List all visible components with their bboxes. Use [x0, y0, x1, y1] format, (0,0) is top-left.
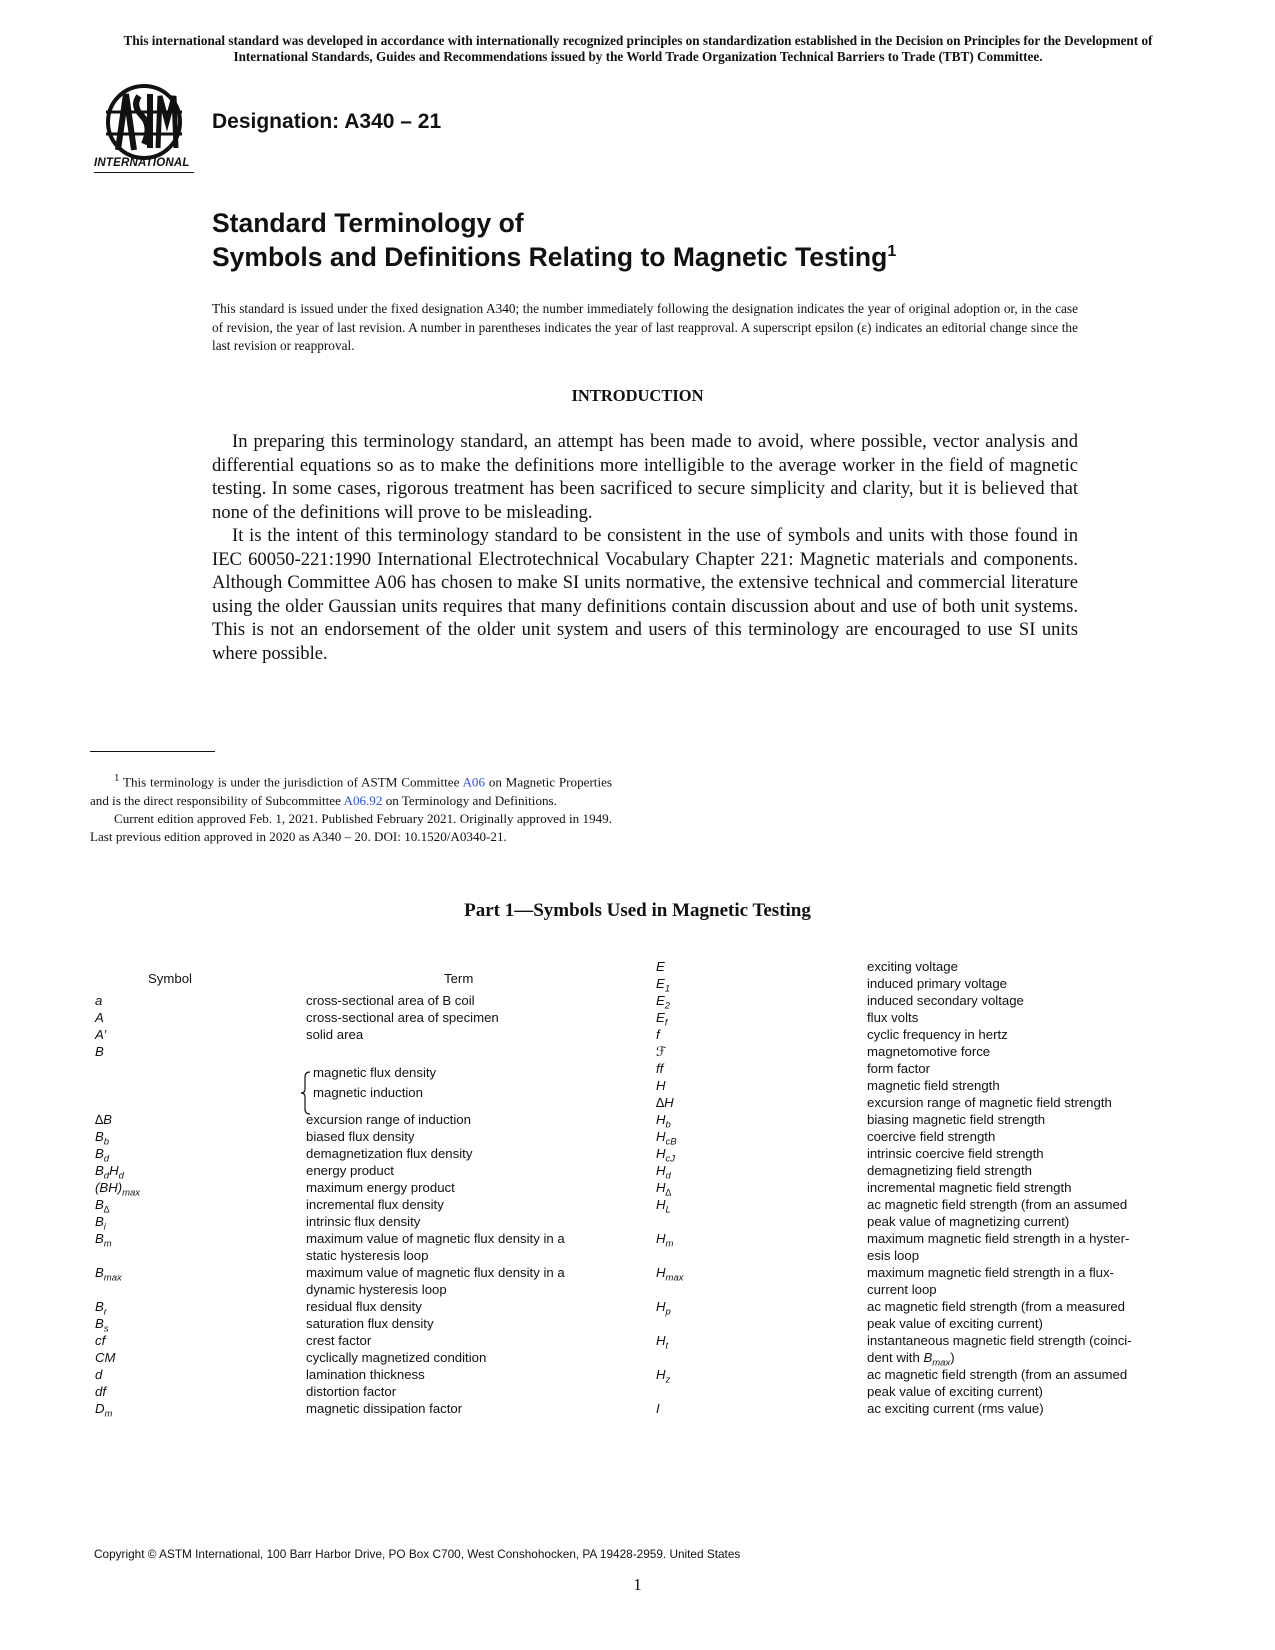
designation: Designation: A340 – 21 [212, 110, 442, 133]
term-cell: demagnetizing field strength [867, 1163, 1032, 1178]
symbol-cell: $H_d$ [656, 1163, 671, 1182]
symbol-cell: $B_m$ [95, 1231, 112, 1250]
term-cell: magnetic dissipation factor [306, 1401, 463, 1416]
subcommittee-link[interactable]: A06.92 [343, 792, 383, 808]
symbol-subscript: d [103, 1170, 110, 1182]
term-cell: intrinsic flux density [306, 1214, 421, 1229]
symbol-cell: $B_\Delta$ [95, 1197, 110, 1216]
symbol-subscript: max [122, 1187, 141, 1199]
symbol-subscript: L [665, 1204, 671, 1216]
symbol-cell: $E_f$ [656, 1010, 668, 1029]
title-line-1: Standard Terminology of [212, 208, 524, 238]
symbol-subscript: z [665, 1374, 671, 1386]
symbol-cell: $H_t$ [656, 1333, 669, 1352]
footnote-paragraph-1: $^1$ This terminology is under the jurisdiction of ASTM Committee A06 on Magnetic Properties and is the direct responsibility of Subcommittee A06.92 on Terminology and Definitions. [90, 772, 612, 808]
symbol-cell: df [95, 1384, 106, 1399]
symbol-cell: CM [95, 1350, 116, 1365]
symbol-cell: $H_L$ [656, 1197, 671, 1216]
symbol-subscript: s [103, 1323, 109, 1335]
term-cell: intrinsic coercive field strength [867, 1146, 1044, 1161]
symbol-cell: ff [656, 1061, 664, 1076]
symbol-subscript: 2 [664, 1000, 671, 1012]
symbol-cell: $B_b$ [95, 1129, 110, 1148]
inline-symbol: $B_{max}$ [923, 1350, 951, 1369]
term-cell: magnetic field strength [867, 1078, 1000, 1093]
term-cell: static hysteresis loop [306, 1248, 429, 1263]
logo-wordmark: INTERNATIONAL [94, 157, 190, 169]
symbol-cell: $B_d$ [95, 1146, 110, 1165]
term-cell: form factor [867, 1061, 931, 1076]
symbol-subscript: d [665, 1170, 671, 1182]
introduction-heading: INTRODUCTION [571, 386, 704, 405]
term-cell: biasing magnetic field strength [867, 1112, 1046, 1127]
term-cell: cyclically magnetized condition [306, 1350, 487, 1365]
term-column-header: Term [444, 971, 474, 986]
intro-paragraph-1: In preparing this terminology standard, an attempt has been made to avoid, where possible, vector analysis and differential equations so as to make the definitions more intelligible to the average worker in the field of magnetic testing. In some cases, rigorous treatment has been sacrificed to secure simplicity and clarity, but it is believed that none of the definitions will prove to be misleading. [212, 431, 1078, 523]
term-cell: dent with $B_{max}$) [867, 1350, 955, 1369]
symbol-cell: $B_dH_d$ [95, 1163, 124, 1182]
footnote-paragraph-2: Current edition approved Feb. 1, 2021. Published February 2021. Originally approved in 1949. Last previous edition approved in 2020 as A340 – 20. DOI: 10.1520/A0340-21. [90, 810, 612, 845]
symbol-subscript: 1 [664, 983, 671, 995]
symbol-cell: $H_m$ [656, 1231, 674, 1250]
symbol-subscript: m [104, 1408, 113, 1420]
term-cell: dynamic hysteresis loop [306, 1282, 447, 1297]
symbol-cell: $E_1$ [656, 976, 671, 995]
symbol-cell: B [95, 1044, 104, 1059]
term-cell: biased flux density [306, 1129, 415, 1144]
symbol-cell: A [95, 1010, 104, 1025]
symbol-cell: $E_2$ [656, 993, 671, 1012]
symbol-cell: ℱ [656, 1044, 667, 1059]
term-cell: induced secondary voltage [867, 993, 1024, 1008]
symbol-cell: A′ [95, 1027, 107, 1042]
term-cell: maximum magnetic field strength in a flux- [867, 1265, 1114, 1280]
term-cell: ac exciting current (rms value) [867, 1401, 1044, 1416]
symbol-cell: $H_{cB}$ [656, 1129, 677, 1148]
term-cell: peak value of magnetizing current) [867, 1214, 1070, 1229]
symbol-cell: H [656, 1078, 666, 1093]
symbols-table-right [656, 0, 1196, 1650]
symbol-subscript: b [665, 1119, 671, 1131]
term-cell: maximum value of magnetic flux density in a [306, 1231, 565, 1246]
symbols-table-left [95, 0, 615, 1650]
term-cell: ac magnetic field strength (from an assumed [867, 1197, 1128, 1212]
term-cell: excursion range of magnetic field strength [867, 1095, 1112, 1110]
symbol-subscript: b [103, 1136, 110, 1148]
intro-paragraph-2: It is the intent of this terminology standard to be consistent in the use of symbols and units with those found in IEC 60050-221:1990 International Electrotechnical Vocabulary Chapter 221: Magnetic materials and components. Although Committee A06 has chosen to make SI units normative, the extensive technical and commercial literature using the older Gaussian units requires that many definitions contain discussion about and use of both unit systems. This is not an endorsement of the older unit system and users of this terminology are encouraged to use SI units where possible. [212, 525, 1078, 664]
copyright: Copyright © ASTM International, 100 Barr Harbor Drive, PO Box C700, West Conshohocken, PA 19428-2959. United States [94, 1547, 741, 1561]
symbol-subscript: max [665, 1272, 684, 1284]
term-cell: demagnetization flux density [306, 1146, 473, 1161]
term-cell: coercive field strength [867, 1129, 996, 1144]
symbol-subscript: ∆ [665, 1187, 672, 1199]
title-line-2: Symbols and Definitions Relating to Magnetic Testing$^1$ [212, 242, 897, 272]
symbol-subscript: d [103, 1153, 110, 1165]
term-cell: magnetic flux density [313, 1065, 437, 1080]
brace-icon [300, 1071, 312, 1115]
symbol-column-header: Symbol [148, 971, 192, 986]
term-cell: incremental flux density [306, 1197, 444, 1212]
issued-note: This standard is issued under the fixed designation A340; the number immediately following the designation indicates the year of original adoption or, in the case of revision, the year of last revision. A number in parentheses indicates the year of last reapproval. A superscript epsilon (ε) indicates an editorial change since the last revision or reapproval. [212, 301, 1078, 353]
term-cell: peak value of exciting current) [867, 1384, 1043, 1399]
symbol-cell: a [95, 993, 103, 1008]
symbol-cell: f [656, 1027, 660, 1042]
term-cell: maximum energy product [306, 1180, 455, 1195]
symbol-cell: ∆H [656, 1095, 674, 1110]
part1-heading: Part 1—Symbols Used in Magnetic Testing [464, 900, 811, 921]
term-cell: exciting voltage [867, 959, 958, 974]
symbol-subscript: max [932, 1357, 951, 1369]
symbol-subscript: t [665, 1340, 669, 1352]
symbol-cell: $H_z$ [656, 1367, 671, 1386]
symbol-subscript: i [103, 1221, 106, 1233]
term-cell: magnetic induction [313, 1085, 423, 1100]
symbol-cell: $B_{max}$ [95, 1265, 122, 1284]
symbol-subscript: max [103, 1272, 122, 1284]
term-cell: flux volts [867, 1010, 919, 1025]
term-cell: current loop [867, 1282, 937, 1297]
term-cell: incremental magnetic field strength [867, 1180, 1072, 1195]
term-cell: saturation flux density [306, 1316, 434, 1331]
term-cell: cyclic frequency in hertz [867, 1027, 1008, 1042]
footnote-marker: 1 [114, 772, 120, 784]
symbol-subscript: r [103, 1306, 107, 1318]
term-cell: lamination thickness [306, 1367, 425, 1382]
term-cell: cross-sectional area of specimen [306, 1010, 499, 1025]
symbol-cell: $B_s$ [95, 1316, 109, 1335]
symbol-cell: $H_{cJ}$ [656, 1146, 676, 1165]
symbol-cell: $B_i$ [95, 1214, 106, 1233]
term-cell: maximum magnetic field strength in a hyster- [867, 1231, 1130, 1246]
symbol-cell: $B_r$ [95, 1299, 107, 1318]
term-cell: cross-sectional area of B coil [306, 993, 475, 1008]
symbol-cell: $D_m$ [95, 1401, 113, 1420]
symbol-subscript: m [103, 1238, 112, 1250]
symbol-subscript: ∆ [103, 1204, 110, 1216]
term-cell: ac magnetic field strength (from an assumed [867, 1367, 1128, 1382]
symbol-cell: $H_\Delta$ [656, 1180, 672, 1199]
symbol-subscript: p [665, 1306, 671, 1318]
term-cell: crest factor [306, 1333, 372, 1348]
international-standard-notice: This international standard was developed in accordance with internationally recognized principles on standardization established in the Decision on Principles for the Development of International Standards, Guides and Recommendations issued by the World Trade Organization Technical Barriers to Trade (TBT) Committee. [123, 33, 1153, 64]
term-cell: distortion factor [306, 1384, 397, 1399]
symbol-cell: $H_b$ [656, 1112, 671, 1131]
symbol-subscript: f [664, 1017, 668, 1029]
term-cell: peak value of exciting current) [867, 1316, 1043, 1331]
symbol-subscript: d [118, 1170, 124, 1182]
symbol-cell: $(BH)_{max}$ [95, 1180, 141, 1199]
term-cell: excursion range of induction [306, 1112, 471, 1127]
symbol-subscript: cJ [665, 1153, 676, 1165]
term-cell: ac magnetic field strength (from a measured [867, 1299, 1126, 1314]
term-cell: esis loop [867, 1248, 920, 1263]
symbol-cell: $H_p$ [656, 1299, 671, 1318]
symbol-cell: E [656, 959, 665, 974]
committee-link[interactable]: A06 [462, 774, 486, 790]
title-footnote-ref[interactable]: 1 [887, 243, 897, 261]
symbol-cell: cf [95, 1333, 106, 1348]
symbol-subscript: cB [665, 1136, 677, 1148]
term-cell: instantaneous magnetic field strength (coinci- [867, 1333, 1132, 1348]
term-cell: energy product [306, 1163, 394, 1178]
term-cell: maximum value of magnetic flux density in a [306, 1265, 565, 1280]
term-cell: induced primary voltage [867, 976, 1008, 991]
term-cell: solid area [306, 1027, 364, 1042]
symbol-cell: d [95, 1367, 103, 1382]
symbol-cell: $H_{max}$ [656, 1265, 684, 1284]
term-cell: magnetomotive force [867, 1044, 991, 1059]
symbol-cell: I [656, 1401, 660, 1416]
symbol-cell: ∆B [95, 1112, 112, 1127]
term-cell: residual flux density [306, 1299, 422, 1314]
symbol-subscript: m [665, 1238, 674, 1250]
page-number: 1 [633, 1575, 642, 1594]
